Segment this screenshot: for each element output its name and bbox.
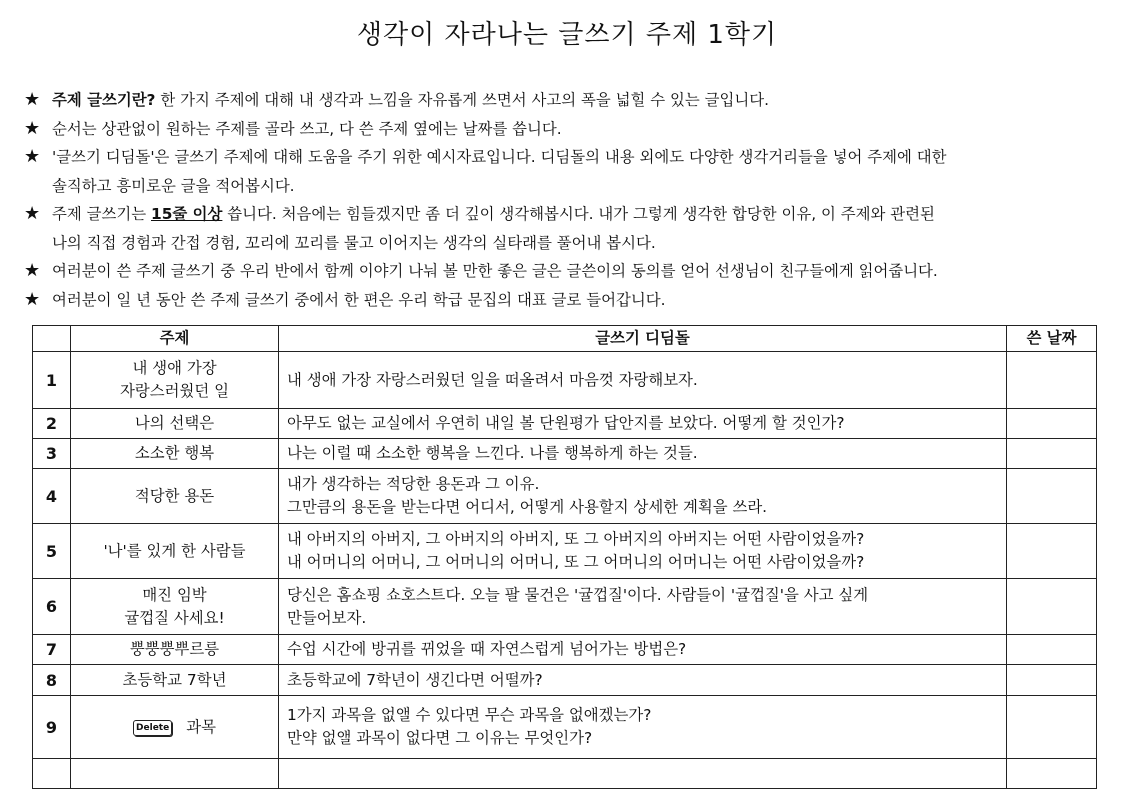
rules-list — [24, 86, 1110, 314]
table-row — [33, 409, 1097, 439]
row-hint: 아무도 없는 교실에서 우연히 내일 볼 단원평가 답안지를 보았다. 어떻게 할 것인가? — [279, 409, 1007, 439]
star-icon: ★ — [24, 203, 41, 224]
row-topic: 소소한 행복 — [71, 439, 279, 469]
page-title: 생각이 자라나는 글쓰기 주제 1학기 — [356, 20, 778, 50]
rule-text: 여러분이 일 년 동안 쓴 주제 글쓰기 중에서 한 편은 우리 학급 문집의 대표 글로 들어갑니다. — [52, 290, 666, 309]
row-number: 3 — [33, 439, 71, 469]
table-header-row — [33, 326, 1097, 352]
row-topic: 나의 선택은 — [71, 409, 279, 439]
rule-text: 순서는 상관없이 원하는 주제를 골라 쓰고, 다 쓴 주제 옆에는 날짜를 씁니다. — [52, 119, 562, 138]
rule-item — [24, 286, 1110, 315]
rule-text-continued: 솔직하고 흥미로운 글을 적어봅시다. — [52, 176, 295, 195]
rule-bold-text: 주제 글쓰기란? — [52, 91, 156, 109]
rule-text-continued: 나의 직접 경험과 간접 경험, 꼬리에 꼬리를 물고 이어지는 생각의 실타래를 풀어내 봅시다. — [52, 233, 656, 252]
rule-item — [24, 86, 1110, 115]
row-hint: 내가 생각하는 적당한 용돈과 그 이유. 그만큼의 용돈을 받는다면 어디서, 어떻게 사용할지 상세한 계획을 쓰라. — [279, 469, 1007, 524]
rule-item — [24, 200, 1110, 257]
row-hint: 내 아버지의 아버지, 그 아버지의 아버지, 또 그 아버지의 아버지는 어떤 사람이었을까? 내 어머니의 어머니, 그 어머니의 어머니, 또 그 어머니의 어머니는 어떤 사람이었을까? — [279, 524, 1007, 579]
row-topic: 매진 임박 귤껍질 사세요! — [71, 579, 279, 635]
rule-item — [24, 143, 1110, 200]
rule-text: '글쓰기 디딤돌'은 글쓰기 주제에 대해 도움을 주기 위한 예시자료입니다. 디딤돌의 내용 외에도 다양한 생각거리들을 넣어 주제에 대한 — [52, 148, 947, 166]
table-row — [33, 759, 1097, 789]
row-date-cell[interactable] — [1007, 696, 1097, 759]
header-topic: 주제 — [71, 326, 279, 352]
rule-text: 씁니다. 처음에는 힘들겠지만 좀 더 깊이 생각해봅시다. 내가 그렇게 생각한 합당한 이유, 이 주제와 관련된 — [222, 205, 935, 223]
header-num — [33, 326, 71, 352]
row-hint: 초등학교에 7학년이 생긴다면 어떨까? — [279, 665, 1007, 696]
row-date-cell[interactable] — [1007, 579, 1097, 635]
row-topic: 뿡뿡뿡뿌르릉 — [71, 635, 279, 665]
rule-underlined-text: 15줄 이상 — [151, 205, 223, 223]
header-date: 쓴 날짜 — [1007, 326, 1097, 352]
row-number: 6 — [33, 579, 71, 635]
row-date-cell[interactable] — [1007, 352, 1097, 409]
delete-key-icon: Delete — [133, 720, 172, 736]
table-row — [33, 665, 1097, 696]
row-topic: 적당한 용돈 — [71, 469, 279, 524]
row-date-cell[interactable] — [1007, 635, 1097, 665]
topics-table — [32, 325, 1097, 789]
row-number: 2 — [33, 409, 71, 439]
header-hint: 글쓰기 디딤돌 — [279, 326, 1007, 352]
table-row — [33, 579, 1097, 635]
rule-item — [24, 257, 1110, 286]
row-hint: 나는 이럴 때 소소한 행복을 느낀다. 나를 행복하게 하는 것들. — [279, 439, 1007, 469]
rule-text: 여러분이 쓴 주제 글쓰기 중 우리 반에서 함께 이야기 나눠 볼 만한 좋은 글은 글쓴이의 동의를 얻어 선생님이 친구들에게 읽어줍니다. — [52, 262, 938, 280]
row-number: 8 — [33, 665, 71, 696]
row-date-cell[interactable] — [1007, 524, 1097, 579]
star-icon: ★ — [24, 117, 41, 139]
row-topic: 내 생애 가장 자랑스러웠던 일 — [71, 352, 279, 409]
row-date-cell[interactable] — [1007, 469, 1097, 524]
row-number: 5 — [33, 524, 71, 579]
row-hint: 수업 시간에 방귀를 뀌었을 때 자연스럽게 넘어가는 방법은? — [279, 635, 1007, 665]
table-row — [33, 469, 1097, 524]
table-row — [33, 439, 1097, 469]
rule-text: 한 가지 주제에 대해 내 생각과 느낌을 자유롭게 쓰면서 사고의 폭을 넓힐 수 있는 글입니다. — [155, 91, 770, 109]
row-hint: 당신은 홈쇼핑 쇼호스트다. 오늘 팔 물건은 '귤껍질'이다. 사람들이 '귤껍질'을 사고 싶게 만들어보자. — [279, 579, 1007, 635]
table-row — [33, 696, 1097, 759]
table-row — [33, 635, 1097, 665]
table-row — [33, 352, 1097, 409]
star-icon: ★ — [24, 260, 41, 281]
row-number: 1 — [33, 352, 71, 409]
row-topic: '나'를 있게 한 사람들 — [71, 524, 279, 579]
row-date-cell[interactable] — [1007, 665, 1097, 696]
row-number: 4 — [33, 469, 71, 524]
star-icon: ★ — [24, 288, 41, 310]
row-number: 7 — [33, 635, 71, 665]
rule-item — [24, 115, 1110, 144]
row-topic: 초등학교 7학년 — [71, 665, 279, 696]
row-number: 9 — [33, 696, 71, 759]
table-row — [33, 524, 1097, 579]
row-hint: 내 생애 가장 자랑스러웠던 일을 떠올려서 마음껏 자랑해보자. — [279, 352, 1007, 409]
row-date-cell[interactable] — [1007, 409, 1097, 439]
row-hint: 1가지 과목을 없앨 수 있다면 무슨 과목을 없애겠는가? 만약 없앨 과목이 없다면 그 이유는 무엇인가? — [279, 696, 1007, 759]
row-date-cell[interactable] — [1007, 439, 1097, 469]
row-topic: Delete 과목 — [71, 696, 279, 759]
star-icon: ★ — [24, 146, 41, 167]
star-icon: ★ — [24, 89, 41, 110]
rule-text: 주제 글쓰기는 — [52, 205, 151, 223]
